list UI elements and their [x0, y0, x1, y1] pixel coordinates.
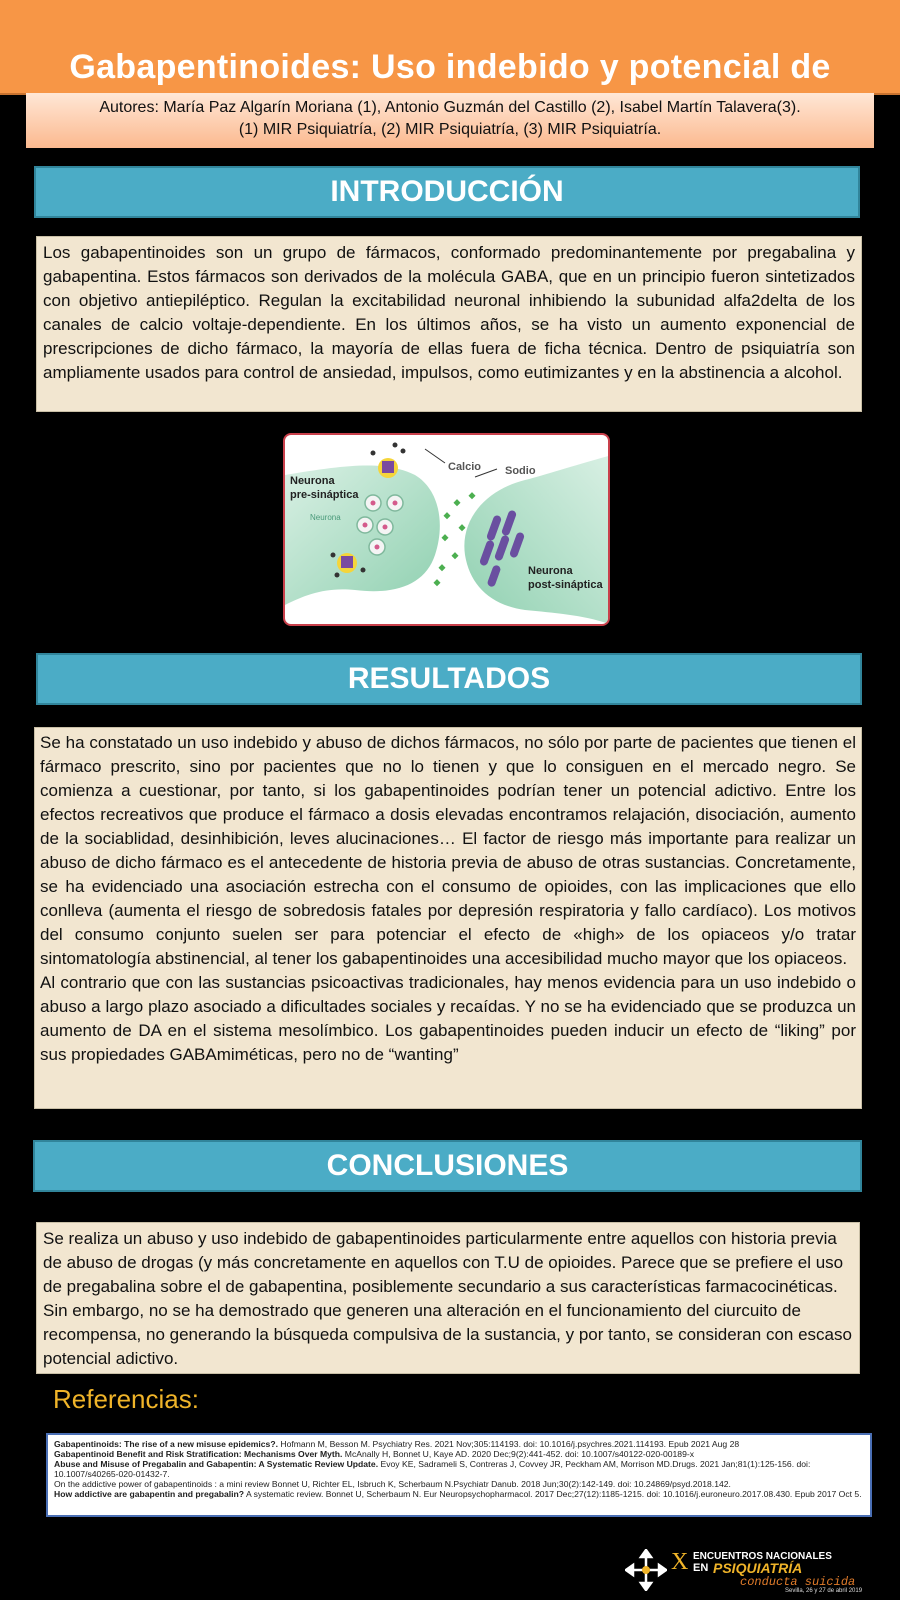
pre-neuron-label-2: pre-sináptica [290, 489, 359, 501]
reference-item: Gabapentinoids: The rise of a new misuse epidemics?. Hofmann M, Besson M. Psychiatry Res. 2021 Nov;305:114193. doi: 10.1016/j.psychres.2021.114193. Epub 2021 Aug 28 [54, 1439, 740, 1449]
reference-item: Abuse and Misuse of Pregabalin and Gabapentin: A Systematic Review Update. Evoy KE, Sadrameli S, Contreras J, Covvey JR, Peckham AM, Morrison MD.Drugs. 2021 Jan;81(1):125-156. doi: 10.1007/s40265-020-01432-7. [54, 1459, 811, 1479]
resultados-paragraph-2: Al contrario que con las sustancias psicoactivas tradicionales, hay menos evidencia para un uso indebido o abuso a largo plazo asociado a dificultades sociales y recaídas. Y no se ha evidenciado que se produzca un aumento de DA en el sistema mesolímbico. Los gabapentinoides pueden inducir un efecto de “liking” por sus propiedades GABAmiméticas, pero no de “wanting” [40, 973, 856, 1064]
logo-line-4: Sevilla, 26 y 27 de abril 2019 [785, 1588, 863, 1594]
sodio-label: Sodio [505, 465, 536, 477]
title-banner [0, 0, 900, 95]
resultados-box [34, 727, 862, 1109]
reference-item: Gabapentinoid Benefit and Risk Stratification: Mechanisms Over Myth. McAnally H, Bonnet U, Kaye AD. 2020 Dec;9(2):441-452. doi: 10.1007/s40122-020-00189-x [54, 1449, 695, 1459]
pre-neuron-label-1: Neurona [290, 475, 335, 487]
logo-line-2-en: EN [693, 1562, 709, 1574]
resultados-heading: RESULTADOS [36, 653, 862, 705]
conclusiones-heading: CONCLUSIONES [33, 1140, 862, 1192]
calcio-label: Calcio [448, 461, 482, 473]
synapse-figure [283, 433, 610, 626]
reference-item: How addictive are gabapentin and pregabalin? A systematic review. Bonnet U, Scherbaum N. Eur Neuropsychopharmacol. 2017 Dec;27(12):1185-1215. doi: 10.1016/j.euroneuro.2017.08.430. Epub 2017 Oct 5. [54, 1489, 862, 1499]
post-neuron-label-2: post-sináptica [528, 579, 603, 591]
poster-title: Gabapentinoides: Uso indebido y potencial de [69, 48, 831, 86]
authors-box [26, 93, 874, 148]
referencias-heading: Referencias: [53, 1384, 199, 1414]
post-neuron-label-1: Neurona [528, 565, 573, 577]
logo-line-3: conducta suicida [740, 1575, 856, 1589]
authors-line: Autores: María Paz Algarín Moriana (1), Antonio Guzmán del Castillo (2), Isabel Martín Talavera(3). [99, 99, 801, 116]
neurona-small-label: Neurona [310, 513, 341, 522]
introduccion-heading: INTRODUCCIÓN [34, 166, 860, 218]
affiliations-line: (1) MIR Psiquiatría, (2) MIR Psiquiatría, (3) MIR Psiquiatría. [238, 121, 662, 138]
introduccion-text: Los gabapentinoides son un grupo de fármacos, conformado predominantemente por pregabalina y gabapentina. Estos fármacos son derivados de la molécula GABA, que en un principio fueron sintetizados con objetivo antiepiléptico. Regulan la excitabilidad neuronal inhibiendo la subunidad alfa2delta de los canales de calcio voltaje-dependiente. En los últimos años, se ha visto un aumento exponencial de prescripciones de dicho fármaco, la mayoría de ellas fuera de ficha técnica. Dentro de psiquiatría son ampliamente usados para control de ansiedad, impulsos, como eutimizantes y en la abstinencia a alcohol. [36, 236, 862, 412]
logo-line-2-brand: PSIQUIATRÍA [713, 1560, 803, 1576]
resultados-paragraph-1: Se ha constatado un uso indebido y abuso de dichos fármacos, no sólo por parte de pacientes que tienen el fármaco prescrito, sino por pacientes que no lo tienen y que lo consiguen en el mercado negro. Se comienza a cuestionar, por tanto, si los gabapentinoides podrían tener un potencial adictivo. Entre los efectos recreativos que produce el fármaco a dosis elevadas encontramos relajación, disociación, aumento de la sociablidad, desinhibición, leves alucinaciones… El factor de riesgo más importante para realizar un abuso de dicho fármaco es el antecedente de historia previa de abuso de otras sustancias. Concretamente, se ha evidenciado una asociación estrecha con el consumo de opioides, con las implicaciones que ello conlleva (aumenta el riesgo de sobredosis fatales por depresión respiratoria y fallo cardíaco). Los motivos del consumo conjunto suelen ser para potenciar el efecto de «high» de los opiaceos y/o tratar sintomatología abstinencial, al tener los gabapentinoides una accesibilidad mucho mayor que los opiaceos. [40, 733, 856, 968]
conclusiones-text: Se realiza un abuso y uso indebido de gabapentinoides particularmente entre aquellos con historia previa de abuso de drogas (y más concretamente en aquellos con T.U de opioides. Parece que se prefiere el uso de pregabalina sobre el de gabapentina, posiblemente secundario a sus características farmacocinéticas. Sin embargo, no se ha demostrado que generen una alteración en el funcionamiento del ciurcuito de recompensa, no generando la búsqueda compulsiva de la sustancia, y por tanto, se consideran con escaso potencial adictivo. [36, 1222, 860, 1374]
references-box [46, 1433, 872, 1517]
logo-numeral: X [671, 1549, 689, 1575]
congress-logo [625, 1545, 895, 1597]
reference-item: On the addictive power of gabapentinoids : a mini review Bonnet U, Richter EL, Isbruch K, Scherbaum N.Psychiatr Danub. 2018 Jun;30(2):142-149. doi: 10.24869/psyd.2018.142. [54, 1479, 731, 1489]
logo-line-1: ENCUENTROS NACIONALES [693, 1551, 832, 1562]
logo-arrows-icon [625, 1549, 667, 1591]
